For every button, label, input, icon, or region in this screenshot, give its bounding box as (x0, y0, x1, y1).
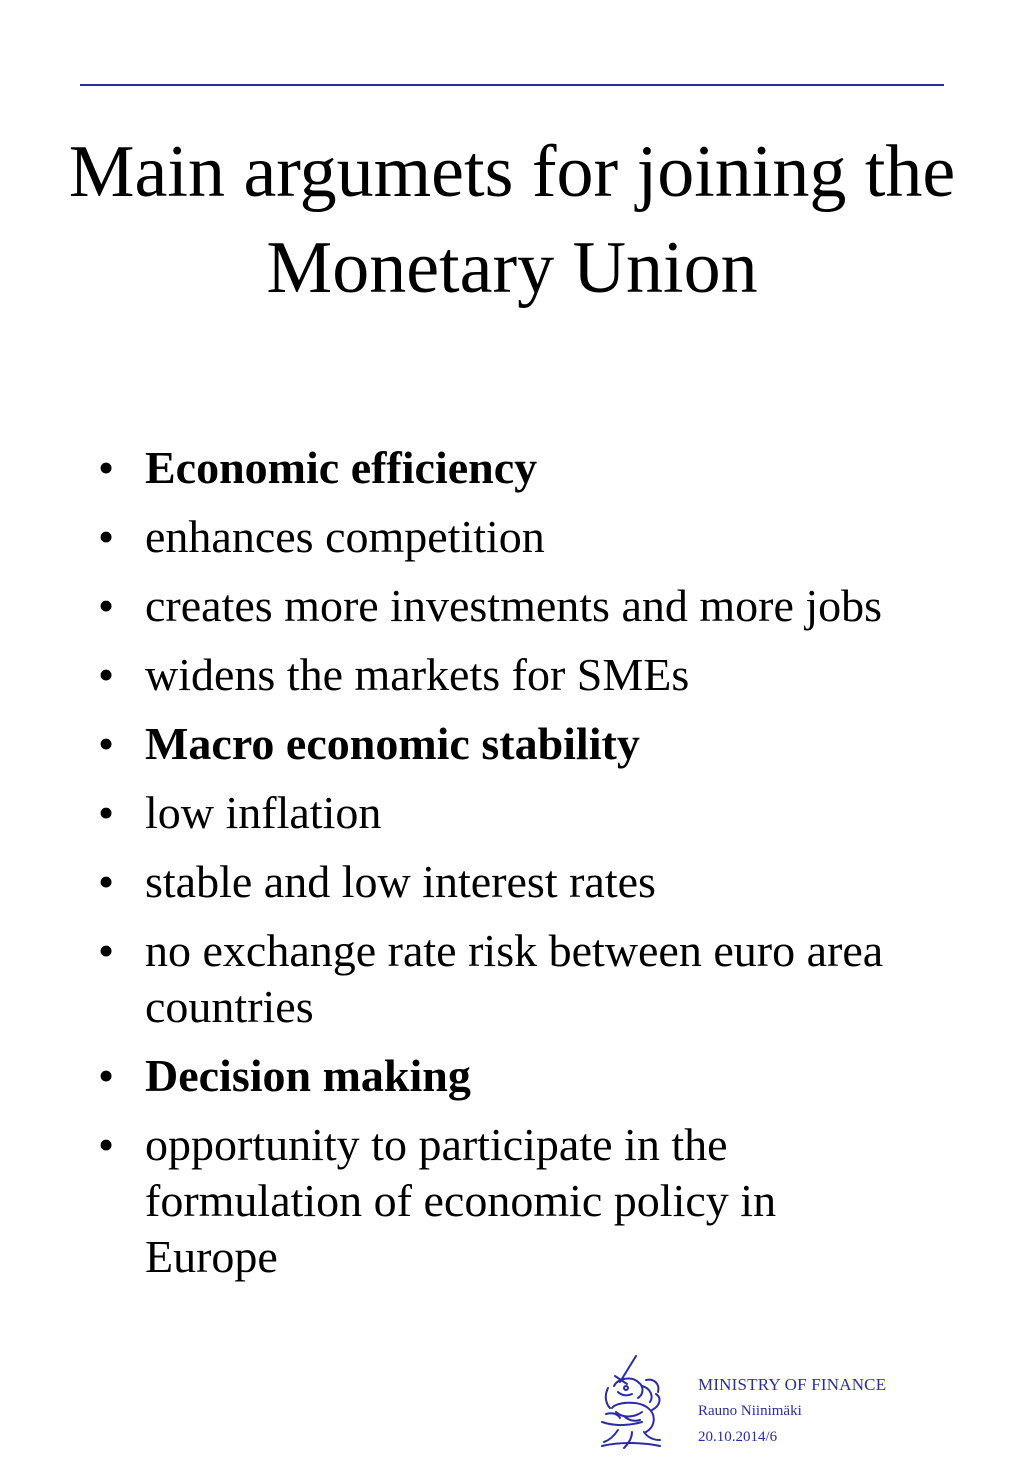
bullet-icon: • (98, 511, 115, 562)
bullet-icon: • (98, 442, 115, 493)
bullet-item (90, 647, 920, 703)
ministry-name: MINISTRY OF FINANCE (698, 1375, 887, 1394)
bullet-item (90, 578, 920, 634)
author-name: Rauno Niinimäki (698, 1403, 802, 1419)
bullet-item (90, 854, 920, 910)
bullet-item (90, 785, 920, 841)
bullet-icon: • (98, 580, 115, 631)
bullet-icon: • (98, 718, 115, 769)
bullet-item (90, 440, 920, 496)
bullet-icon: • (98, 925, 115, 976)
bullet-icon: • (98, 1050, 115, 1101)
bullet-item (90, 1117, 920, 1285)
bullet-icon: • (98, 856, 115, 907)
lion-coat-of-arms-icon (598, 1352, 664, 1450)
slide-title: Main argumets for joining the Monetary Union (68, 131, 956, 309)
bullet-text: widens the markets for SMEs (145, 649, 690, 700)
date-page-number: 20.10.2014/6 (698, 1429, 778, 1445)
bullet-text: Economic efficiency (145, 442, 538, 493)
bullet-item (90, 716, 920, 772)
footer-text (698, 1374, 886, 1448)
bullet-text: opportunity to participate in the formulation of economic policy in Europe (145, 1119, 777, 1282)
top-divider (80, 84, 944, 86)
bullet-list (90, 440, 920, 1298)
bullet-text: stable and low interest rates (145, 856, 656, 907)
bullet-item (90, 509, 920, 565)
bullet-text: creates more investments and more jobs (145, 580, 883, 631)
bullet-icon: • (98, 1119, 115, 1170)
bullet-item (90, 1048, 920, 1104)
bullet-text: no exchange rate risk between euro area countries (145, 925, 884, 1032)
bullet-text: low inflation (145, 787, 382, 838)
bullet-icon: • (98, 649, 115, 700)
bullet-item (90, 923, 920, 1035)
bullet-text: Decision making (145, 1050, 471, 1101)
bullet-icon: • (98, 787, 115, 838)
footer (598, 1352, 978, 1452)
bullet-text: Macro economic stability (145, 718, 640, 769)
bullet-text: enhances competition (145, 511, 545, 562)
